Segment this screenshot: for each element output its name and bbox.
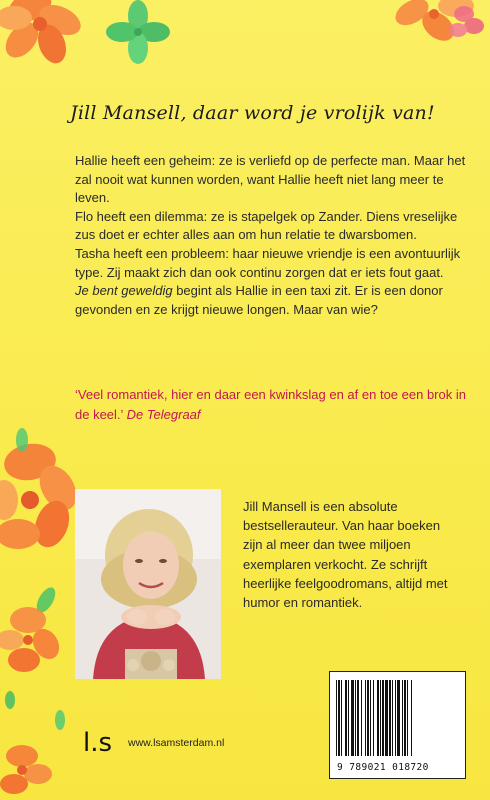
isbn-number: 9 789021 018720 bbox=[337, 762, 429, 773]
barcode-bar bbox=[397, 680, 400, 756]
barcode-bar bbox=[392, 680, 393, 756]
barcode-bar bbox=[385, 680, 388, 756]
barcode-bar bbox=[361, 680, 362, 756]
publisher-logo: l.s bbox=[83, 728, 113, 758]
review-text: ‘Veel romantiek, hier en daar een kwinkslag en af en toe een brok in de keel.’ bbox=[75, 387, 466, 422]
review-source: De Telegraaf bbox=[126, 407, 201, 422]
synopsis bbox=[75, 152, 470, 319]
barcode-bar bbox=[411, 680, 412, 756]
review-quote bbox=[75, 385, 470, 425]
barcode-bar bbox=[336, 680, 337, 756]
barcode-bar bbox=[345, 680, 347, 756]
publisher-website: www.lsamsterdam.nl bbox=[128, 737, 225, 749]
synopsis-paragraph: Tasha heeft een probleem: haar nieuwe vriendje is een avontuurlijk type. Zij maakt zich dan ook continu zorgen dat er iets fout gaat. bbox=[75, 245, 461, 280]
tagline: Jill Mansell, daar word je vrolijk van! bbox=[70, 102, 435, 124]
barcode-bar bbox=[365, 680, 366, 756]
author-bio: Jill Mansell is een absolute bestsellerauteur. Van haar boeken zijn al meer dan twee miljoen exemplaren verkocht. Ze schrijft heerlijke feelgoodromans, altijd met humor en romantiek. bbox=[243, 499, 448, 611]
barcode-bar bbox=[404, 680, 406, 756]
barcode-bar bbox=[389, 680, 391, 756]
barcode-bar bbox=[370, 680, 371, 756]
barcode-bar bbox=[341, 680, 342, 756]
book-title: Je bent geweldig bbox=[75, 283, 173, 299]
barcode-bar bbox=[402, 680, 403, 756]
synopsis-paragraph bbox=[75, 282, 470, 319]
barcode-bar bbox=[351, 680, 354, 756]
barcode-bar bbox=[377, 680, 379, 756]
barcode-bar bbox=[357, 680, 359, 756]
barcode-bar bbox=[407, 680, 408, 756]
barcode-bar bbox=[338, 680, 340, 756]
barcode-bar bbox=[382, 680, 384, 756]
barcode-bar bbox=[355, 680, 356, 756]
barcode-bar bbox=[373, 680, 374, 756]
synopsis-text: begint als Hallie in een taxi zit. Er is een donor gevonden en ze krijgt nieuwe longen. Maar van wie? bbox=[75, 283, 443, 317]
barcode-bar bbox=[380, 680, 381, 756]
synopsis-paragraph: Flo heeft een dilemma: ze is stapelgek op Zander. Diens vreselijke zus doet er echter alles aan om hun relatie te dwarsbomen. bbox=[75, 208, 458, 243]
barcode-bar bbox=[348, 680, 349, 756]
barcode-bar bbox=[395, 680, 396, 756]
barcode-bar bbox=[367, 680, 369, 756]
synopsis-paragraph: Hallie heeft een geheim: ze is verliefd op de perfecte man. Maar het zal nooit wat kunnen worden, want Hallie heeft niet lang meer te leven. bbox=[75, 153, 466, 206]
author-photo bbox=[75, 489, 221, 679]
